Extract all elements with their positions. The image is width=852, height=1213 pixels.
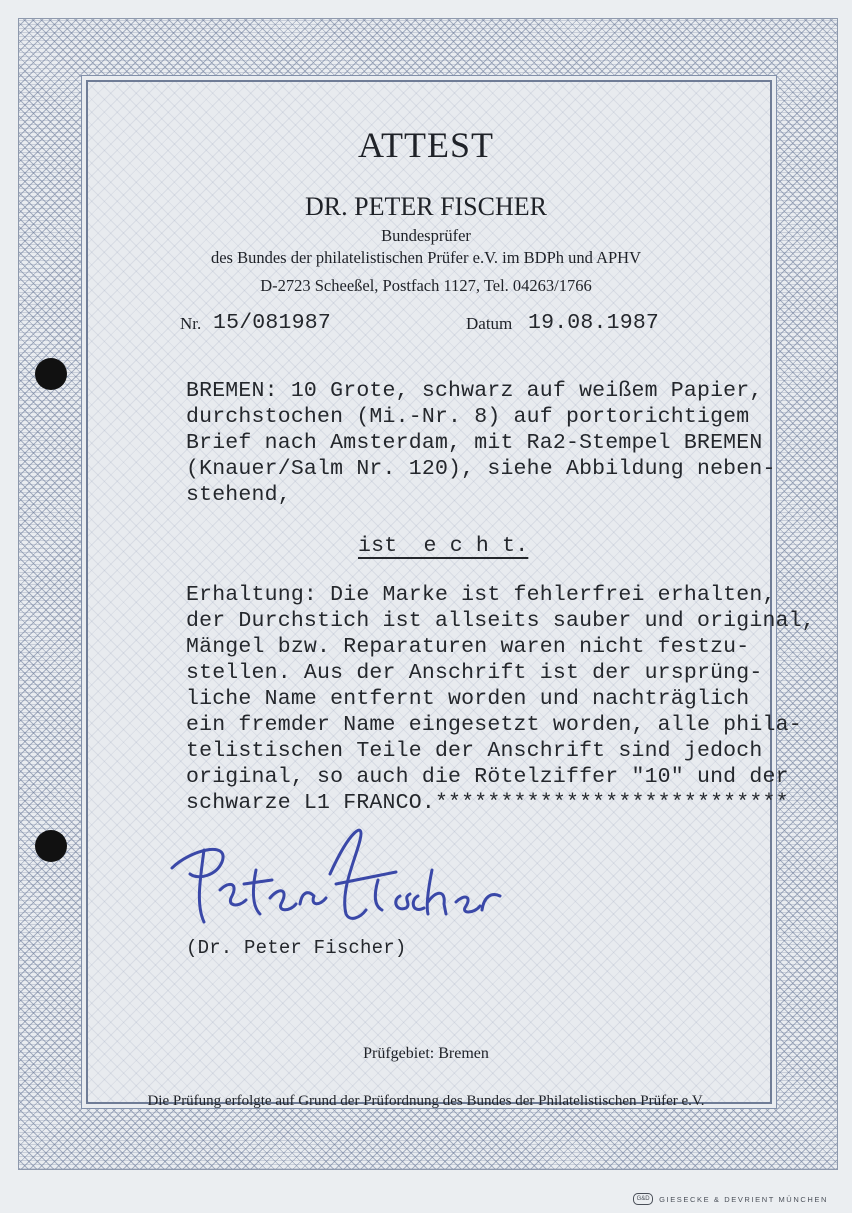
description-line: BREMEN: 10 Grote, schwarz auf weißem Papier, [186,379,763,403]
condition-line: ein fremder Name eingesetzt worden, alle phila- [186,713,802,737]
condition-line: der Durchstich ist allseits sauber und original, [186,609,815,633]
condition-line: liche Name entfernt worden und nachträglich [186,687,750,711]
examiner-address: D-2723 Scheeßel, Postfach 1127, Tel. 04263/1766 [260,276,592,295]
printer-logo-icon: G&D [633,1193,653,1205]
examiner-role: Bundesprüfer [381,226,471,245]
examiner-association: des Bundes der philatelistischen Prüfer e.V. im BDPh und APHV [210,248,642,267]
condition-line: telistischen Teile der Anschrift sind jedoch [186,739,763,763]
nr-value: 15/081987 [213,311,331,335]
condition-line: original, so auch die Rötelziffer "10" und der [186,765,789,789]
condition-line: schwarze L1 FRANCO.*************************** [186,791,789,815]
description-line: stehend, [186,483,291,507]
description-line: Brief nach Amsterdam, mit Ra2-Stempel BREMEN [186,431,763,455]
datum-value: 19.08.1987 [528,311,660,335]
printer-imprint [633,1193,828,1205]
description-line: durchstochen (Mi.-Nr. 8) auf portorichtigem [186,405,750,429]
condition-line: Mängel bzw. Reparaturen waren nicht festzu- [186,635,750,659]
certificate-title: ATTEST [358,125,494,165]
examiner-name: DR. PETER FISCHER [305,192,547,221]
nr-label: Nr. [180,314,202,333]
condition-line: stellen. Aus der Anschrift ist der ursprüng- [186,661,763,685]
datum-label: Datum [466,314,513,333]
examination-area: Prüfgebiet: Bremen [363,1045,489,1062]
printer-name: GIESECKE & DEVRIENT MÜNCHEN [659,1194,828,1204]
legal-notice: Die Prüfung erfolgte auf Grund der Prüfordnung des Bundes der Philatelistischen Prüfer e.V. [147,1093,705,1109]
description-line: (Knauer/Salm Nr. 120), siehe Abbildung neben- [186,457,776,481]
verdict-genuine: ist e c h t. [358,534,529,558]
printed-signatory: (Dr. Peter Fischer) [186,937,407,959]
punch-hole-bottom [35,830,67,862]
handwritten-signature [160,810,520,940]
punch-hole-top [35,358,67,390]
condition-line: Erhaltung: Die Marke ist fehlerfrei erhalten, [186,583,776,607]
